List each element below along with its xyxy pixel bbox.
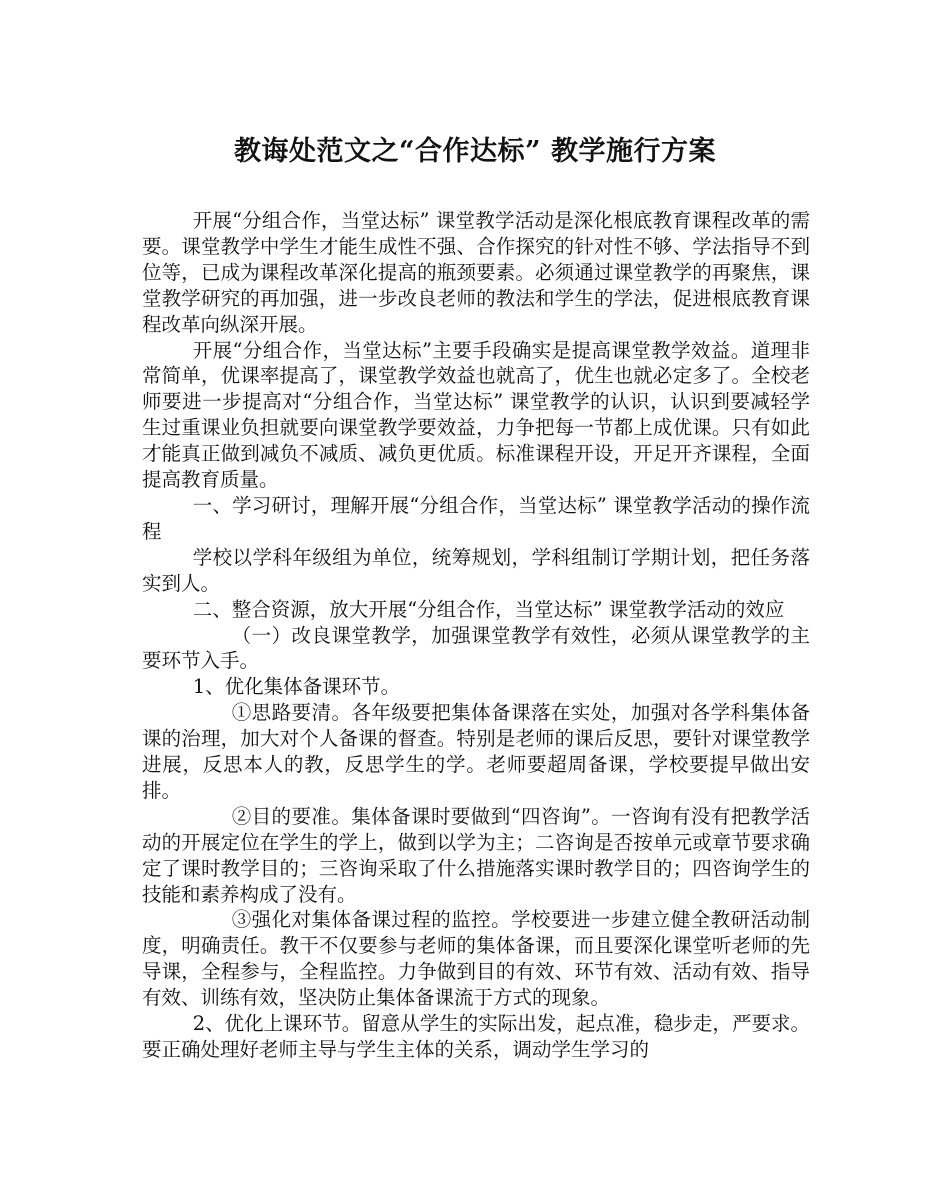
paragraph-purpose: 开展“分组合作，当堂达标”主要手段确实是提高课堂教学效益。道理非常简单，优课率提高了，课堂教学效益也就高了，优生也就必定多了。全校老师要进一步提高对“分组合作，当堂达标” 课堂教学的认识，认识到要减轻学生过重课业负担就要向课堂教学要效益，力争把每一节都上成优课。只有如此才能真正做到减负不减质、减负更优质。标准课程开设，开足开齐课程，全面提高教育质量。 [142,338,810,492]
section-heading-2: 二、整合资源，放大开展“分组合作，当堂达标” 课堂教学活动的效应 [192,597,785,621]
item-heading-1: 1、优化集体备课环节。 [192,675,401,699]
document-body [142,208,810,1063]
section-heading-1: 一、学习研讨，理解开展“分组合作，当堂达标” 课堂教学活动的操作流程 [142,493,810,543]
item-point-1: ①思路要清。各年级要把集体备课落在实处，加强对各学科集体备课的治理，加大对个人备课的督查。特别是老师的课后反思，要针对课堂教学进展，反思本人的教，反思学生的学。老师要超周备课，学校要提早做出安排。 [142,701,810,802]
paragraph-intro: 开展“分组合作，当堂达标” 课堂教学活动是深化根底教育课程改革的需要。课堂教学中学生才能生成性不强、合作探究的针对性不够、学法指导不到位等，已成为课程改革深化提高的瓶颈要素。必须通过课堂教学的再聚焦，课堂教学研究的再加强，进一步改良老师的教法和学生的学法，促进根底教育课程改革向纵深开展。 [142,209,810,336]
item-point-3: ③强化对集体备课过程的监控。学校要进一步建立健全教研活动制度，明确责任。教干不仅要参与老师的集体备课，而且要深化课堂听老师的先导课，全程参与，全程监控。力争做到目的有效、环节有效、活动有效、指导有效、训练有效，坚决防止集体备课流于方式的现象。 [142,908,810,1010]
subsection-heading-1: （一）改良课堂教学，加强课堂教学有效性，必须从课堂教学的主要环节入手。 [142,623,810,673]
document-title: 教诲处范文之“合作达标” 教学施行方案 [234,136,716,167]
item-heading-2: 2、优化上课环节。留意从学生的实际出发，起点准，稳步走，严要求。要正确处理好老师主导与学生主体的关系，调动学生学习的 [142,1012,810,1061]
item-point-2: ②目的要准。集体备课时要做到“四咨询”。一咨询有没有把教学活动的开展定位在学生的学上，做到以学为主；二咨询是否按单元或章节要求确定了课时教学目的；三咨询采取了什么措施落实课时教学目的；四咨询学生的技能和素养构成了没有。 [142,804,810,906]
paragraph-section-1: 学校以学科年级组为单位，统筹规划，学科组制订学期计划，把任务落实到人。 [142,545,810,595]
